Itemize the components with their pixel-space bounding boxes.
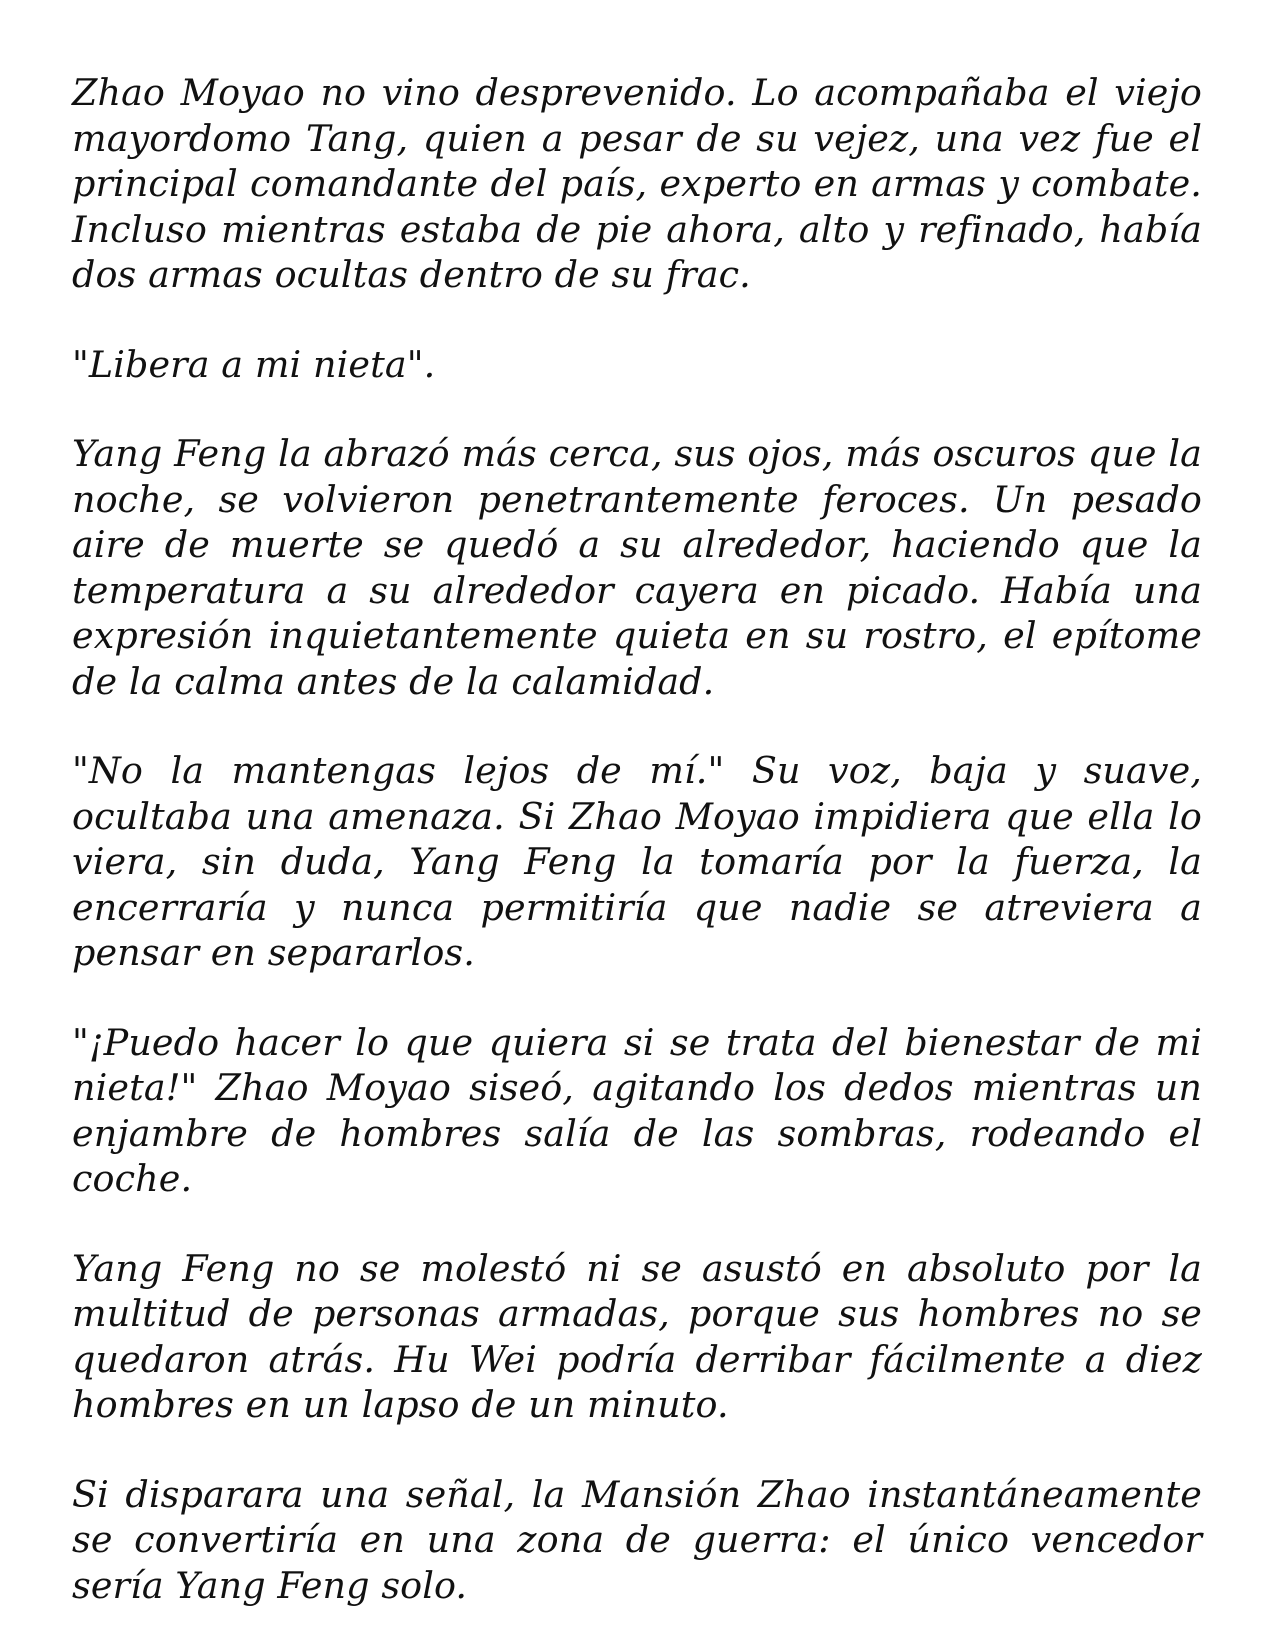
paragraph-2: "Libera a mi nieta". xyxy=(72,342,436,386)
paragraph-4: "No la mantengas lejos de mí." Su voz, baja y suave, ocultaba una amenaza. Si Zhao Moyao impidiera que ella lo viera, sin duda, Yang Feng la tomaría por la fuerza, la encerraría y nunca permitiría que nadie se atreviera a pensar en separarlos. xyxy=(72,749,1202,974)
paragraph-3: Yang Feng la abrazó más cerca, sus ojos, más oscuros que la noche, se volvieron penetrantemente feroces. Un pesado aire de muerte se quedó a su alrededor, haciendo que la temperatura a su alrededor cayera en picado. Había una expresión inquietantemente quieta en su rostro, el epítome de la calma antes de la calamidad. xyxy=(72,432,1202,703)
paragraph-5: "¡Puedo hacer lo que quiera si se trata del bienestar de mi nieta!" Zhao Moyao siseó, agitando los dedos mientras un enjambre de hombres salía de las sombras, rodeando el coche. xyxy=(72,1020,1202,1200)
paragraph-7: Si disparara una señal, la Mansión Zhao instantáneamente se convertiría en una zona de guerra: el único vencedor sería Yang Feng solo. xyxy=(72,1472,1202,1607)
paragraph-6: Yang Feng no se molestó ni se asustó en absoluto por la multitud de personas armadas, porque sus hombres no se quedaron atrás. Hu Wei podría derribar fácilmente a diez hombres en un lapso de un minuto. xyxy=(72,1246,1202,1426)
paragraph-1: Zhao Moyao no vino desprevenido. Lo acompañaba el viejo mayordomo Tang, quien a pesar de su vejez, una vez fue el principal comandante del país, experto en armas y combate. Incluso mientras estaba de pie ahora, alto y refinado, había dos armas ocultas dentro de su frac. xyxy=(72,71,1202,296)
